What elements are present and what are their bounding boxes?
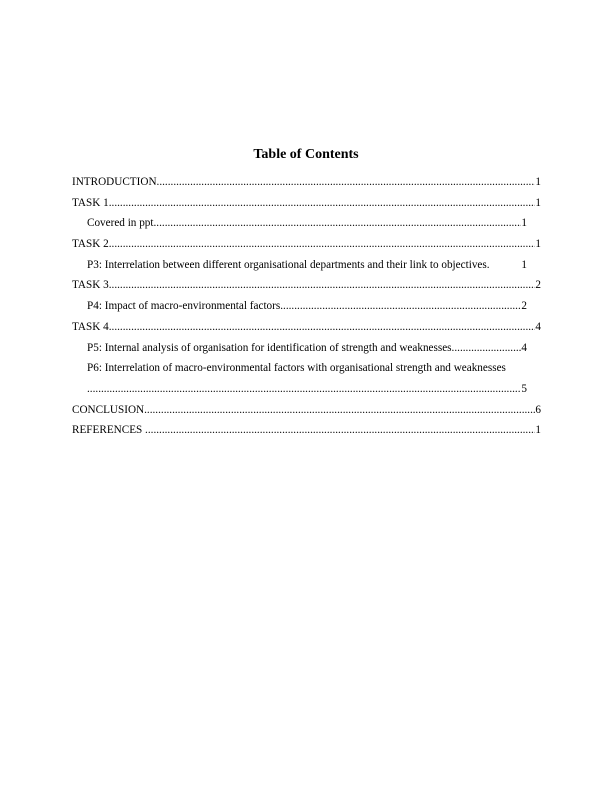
toc-page-number: 1 (535, 238, 541, 251)
toc-entry-task-4[interactable] (72, 320, 541, 334)
toc-leader-dots (157, 175, 536, 189)
toc-page-number: 1 (535, 424, 541, 437)
toc-entry-conclusion[interactable] (72, 403, 541, 417)
toc-leader-dots (109, 320, 536, 334)
toc-entry-label: CONCLUSION (72, 403, 145, 416)
toc-page-number: 5 (521, 382, 527, 395)
toc-entry-label: INTRODUCTION (72, 176, 157, 188)
toc-entry-covered-in-ppt[interactable] (87, 216, 527, 230)
toc-entry-label: P6: Interrelation of macro-environmental factors with organisational strength and weaknesses (87, 362, 506, 375)
toc-page-number: 1 (521, 258, 527, 271)
toc-leader-dots (145, 423, 535, 437)
toc-page-number: 6 (535, 403, 541, 416)
toc-page-number: 2 (521, 300, 527, 313)
toc-entry-task-1[interactable] (72, 196, 541, 210)
toc-leader-dots (109, 237, 536, 251)
toc-entry-p3[interactable] (87, 258, 527, 272)
toc-page-number: 1 (521, 217, 527, 230)
toc-page-number: 1 (535, 176, 541, 188)
toc-entry-label: REFERENCES (72, 424, 146, 437)
toc-entry-continuation (87, 382, 527, 396)
toc-entry-label: TASK 1 (72, 196, 109, 209)
toc-leader-dots (452, 341, 522, 355)
toc-leader-dots (154, 216, 522, 230)
toc-entry-p5[interactable] (87, 341, 527, 355)
toc-entry-label: P5: Internal analysis of organisation for identification of strength and weaknesses (87, 341, 452, 354)
toc-leader-dots (280, 299, 521, 313)
toc-page-number: 2 (535, 279, 541, 292)
toc-page-number: 4 (521, 341, 527, 354)
toc-entry-p4[interactable] (87, 299, 527, 313)
toc-list (72, 175, 541, 444)
toc-leader-dots (109, 196, 536, 210)
toc-entry-p6[interactable] (87, 361, 527, 396)
toc-page-number: 4 (535, 320, 541, 333)
toc-leader-dots (144, 403, 535, 417)
toc-leader-dots (109, 278, 536, 292)
toc-entry-label: P4: Impact of macro-environmental factors (87, 300, 281, 313)
toc-entry-task-2[interactable] (72, 237, 541, 251)
toc-entry-label: TASK 4 (72, 320, 109, 333)
toc-title: Table of Contents (253, 147, 359, 162)
toc-page-number: 1 (535, 196, 541, 209)
toc-entry-task-3[interactable] (72, 278, 541, 292)
toc-entry-references[interactable] (72, 423, 541, 437)
toc-entry-label: TASK 3 (72, 279, 109, 292)
toc-entry-label: TASK 2 (72, 238, 109, 251)
toc-entry-label: Covered in ppt (87, 217, 154, 230)
toc-entry-introduction[interactable] (72, 175, 541, 189)
toc-leader-dots (87, 382, 521, 396)
toc-entry-label: P3: Interrelation between different organisational departments and their link to objectives. (87, 258, 490, 271)
